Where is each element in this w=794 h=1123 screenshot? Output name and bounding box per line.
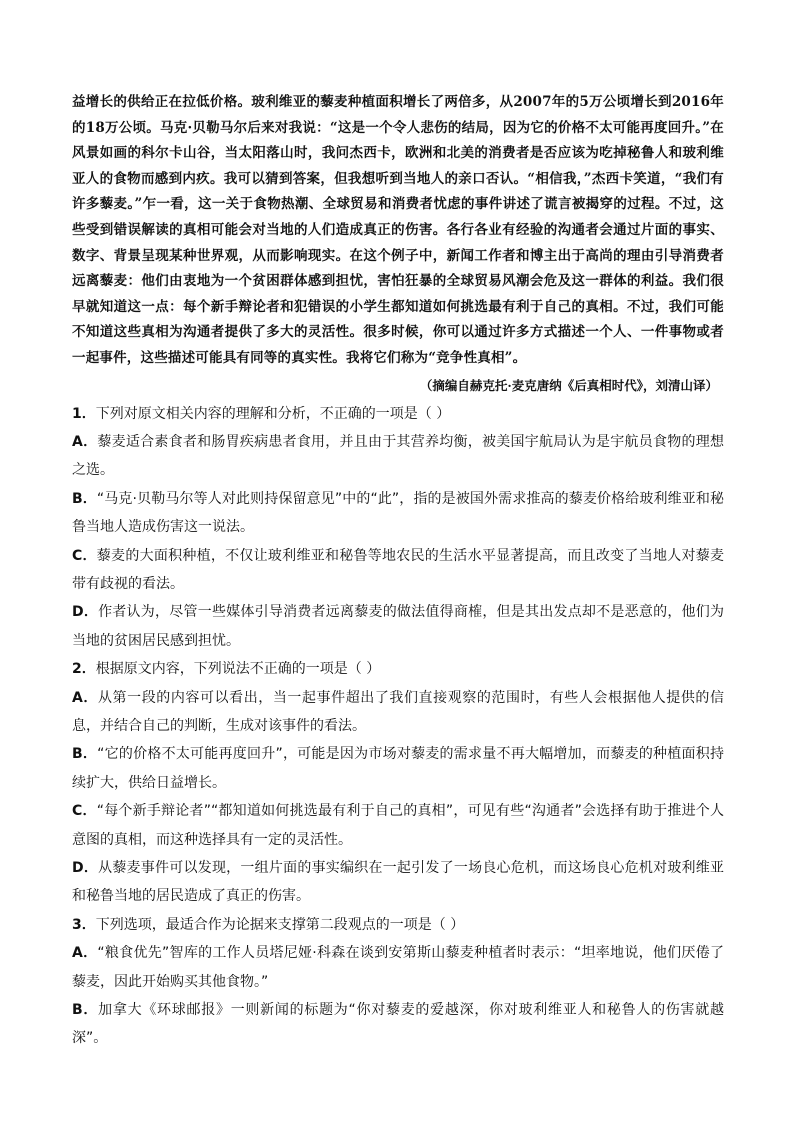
option-text: “马克·贝勒马尔等人对此则持保留意见”中的“此”，指的是被国外需求推高的藜麦价格给玻利维亚和秘鲁当地人造成伤害这一说法。 [72, 490, 724, 536]
question-number: 3． [72, 916, 96, 933]
document-page [72, 90, 724, 1053]
option-text: 作者认为，尽管一些媒体引导消费者远离藜麦的做法值得商榷，但是其出发点却不是恶意的，他们为当地的贫困居民感到担忧。 [72, 604, 725, 649]
question-stem [72, 655, 724, 683]
option-letter: B． [72, 746, 98, 763]
option-b [72, 740, 724, 797]
question-text: 根据原文内容，下列说法不正确的一项是（ ） [95, 661, 381, 678]
option-letter: D． [72, 860, 99, 877]
option-b [72, 996, 724, 1053]
option-text: 从第一段的内容可以看出，当一起事件超出了我们直接观察的范围时，有些人会根据他人提供的信息，并结合自己的判断，生成对该事件的看法。 [72, 689, 724, 734]
option-text: “它的价格不太可能再度回升”，可能是因为市场对藜麦的需求量不再大幅增加，而藜麦的种植面积持续扩大，供给日益增长。 [72, 746, 725, 791]
question-1 [72, 400, 724, 656]
option-a [72, 684, 724, 741]
question-number: 2． [72, 661, 96, 678]
option-letter: A． [72, 945, 98, 962]
question-text: 下列对原文相关内容的理解和分析，不正确的一项是（ ） [95, 405, 451, 422]
option-c [72, 797, 724, 854]
option-letter: B． [72, 490, 97, 507]
passage [72, 90, 724, 372]
option-text: 从藜麦事件可以发现，一组片面的事实编织在一起引发了一场良心危机，而这场良心危机对玻利维亚和秘鲁当地的居民造成了真正的伤害。 [72, 860, 725, 905]
question-stem [72, 400, 724, 428]
passage-paragraph: 益增长的供给正在拉低价格。玻利维亚的藜麦种植面积增长了两倍多，从2007年的5万公顷增长到2016年的18万公顷。马克·贝勒马尔后来对我说：“这是一个令人悲伤的结局，因为它的价格不太可能再度回升。”在风景如画的科尔卡山谷，当太阳落山时，我问杰西卡，欧洲和北美的消费者是否应该为吃掉秘鲁人和玻利维亚人的食物而感到内疚。我可以猜到答案，但我想听到当地人的亲口否认。“相信我，”杰西卡笑道，“我们有许多藜麦。”乍一看，这一关于食物热潮、全球贸易和消费者忧虑的事件讲述了谎言被揭穿的过程。不过，这些受到错误解读的真相可能会对当地的人们造成真正的伤害。各行各业有经验的沟通者会通过片面的事实、数字、背景呈现某种世界观，从而影响现实。在这个例子中，新闻工作者和博主出于高尚的理由引导消费者远离藜麦：他们由衷地为一个贫困群体感到担忧，害怕狂暴的全球贸易风潮会危及这一群体的利益。我们很早就知道这一点：每个新手辩论者和犯错误的小学生都知道如何挑选最有利于自己的真相。不过，我们可能不知道这些真相为沟通者提供了多大的灵活性。很多时候，你可以通过许多方式描述一个人、一件事物或者一起事件，这些描述可能具有同等的真实性。我将它们称为“竞争性真相”。 [72, 94, 724, 366]
option-text: “每个新手辩论者”“都知道如何挑选最有利于自己的真相”，可见有些“沟通者”会选择有助于推进个人意图的真相，而这种选择具有一定的灵活性。 [72, 803, 725, 848]
option-letter: D． [72, 604, 99, 621]
question-text: 下列选项，最适合作为论据来支撑第二段观点的一项是（ ） [95, 916, 465, 933]
question-number: 1． [72, 405, 96, 422]
option-c [72, 542, 724, 599]
option-text: “粮食优先”智库的工作人员塔尼娅·科森在谈到安第斯山藜麦种植者时表示：“坦率地说，他们厌倦了藜麦，因此开始购买其他食物。” [72, 945, 724, 990]
question-2 [72, 655, 724, 911]
option-d [72, 854, 724, 911]
question-3 [72, 911, 724, 1053]
option-letter: B． [72, 1002, 99, 1019]
option-text: 藜麦适合素食者和肠胃疾病患者食用，并且由于其营养均衡，被美国宇航局认为是宇航员食物的理想之选。 [72, 433, 725, 479]
option-letter: C． [72, 547, 97, 564]
option-b [72, 485, 724, 542]
option-a [72, 428, 724, 485]
option-letter: A． [72, 433, 98, 450]
option-letter: C． [72, 803, 97, 820]
option-text: 藜麦的大面积种植，不仅让玻利维亚和秘鲁等地农民的生活水平显著提高，而且改变了当地人对藜麦带有歧视的看法。 [72, 547, 724, 592]
source-citation: （摘编自赫克托·麦克唐纳《后真相时代》，刘清山译） [419, 377, 718, 393]
option-d [72, 598, 724, 655]
option-text: 加拿大《环球邮报》一则新闻的标题为“你对藜麦的爱越深，你对玻利维亚人和秘鲁人的伤害就越深”。 [72, 1002, 724, 1047]
option-letter: A． [72, 689, 98, 706]
option-a [72, 939, 724, 996]
question-stem [72, 911, 724, 939]
